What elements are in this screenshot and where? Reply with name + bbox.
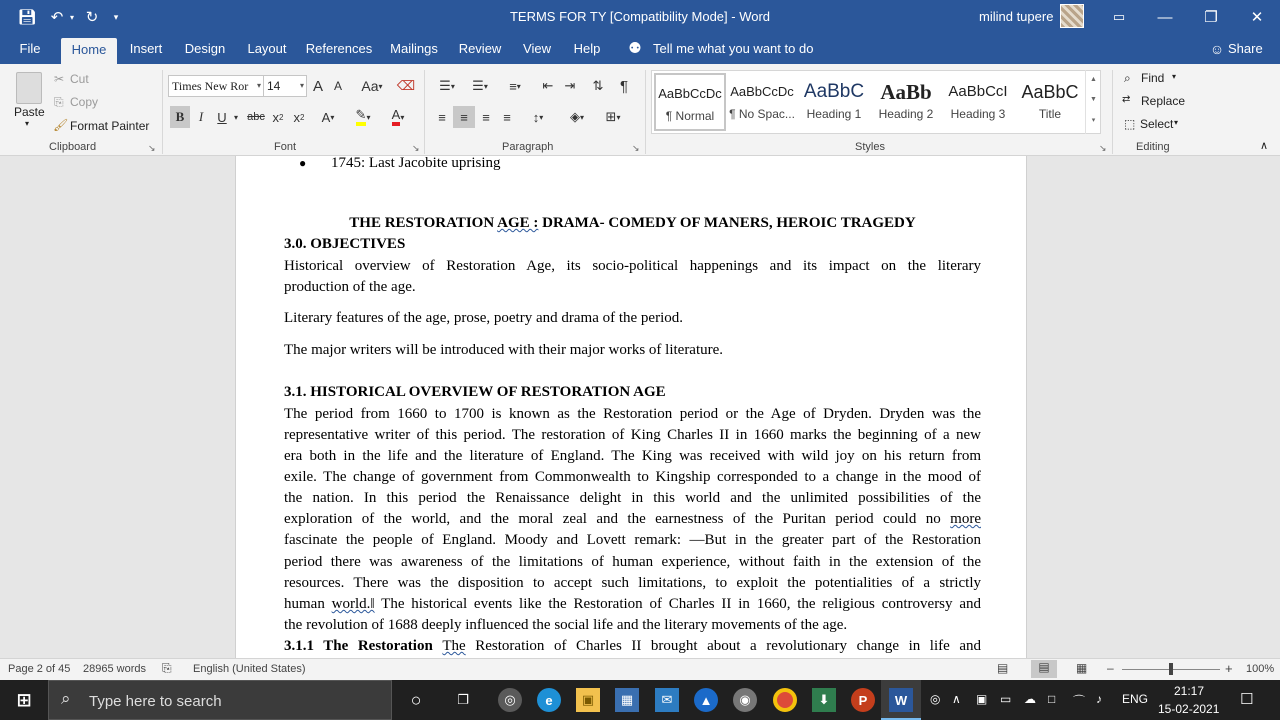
section-heading: 3.1. HISTORICAL OVERVIEW OF RESTORATION AGE (284, 384, 666, 400)
paragraph-line (284, 594, 981, 615)
font-color-button[interactable]: A ▾ (383, 106, 413, 128)
tab-help[interactable]: Help (573, 41, 601, 56)
sort-button[interactable]: ⇅ (592, 78, 604, 93)
shrink-font-glyph: A (333, 79, 342, 93)
save-icon[interactable]: 💾︎ (17, 9, 37, 26)
font-size-combo[interactable]: 14 ▾ (263, 75, 307, 97)
show-hidden-icons-icon[interactable]: ∧ (952, 692, 961, 706)
zoom-slider-thumb[interactable] (1169, 663, 1173, 675)
align-center-button[interactable]: ≡ (453, 106, 475, 128)
grow-font-glyph: A (312, 77, 323, 95)
bold-glyph: B (175, 109, 185, 124)
app-icon[interactable]: ▲ (694, 688, 718, 712)
style-preview: AaBb (880, 80, 932, 104)
paragraph-line: The major writers will be introduced with their major works of literature. (284, 342, 724, 358)
borders-button[interactable]: ⊞ ▾ (605, 109, 621, 124)
taskbar-search[interactable] (48, 680, 392, 720)
subheading: 3.1.1 The Restoration (284, 638, 433, 654)
highlight-color-button[interactable]: ✎ ▾ (348, 106, 378, 128)
paragraph-line: resources. There was the disposition to accept such limitations, to exploit the potentialities of a strictly (284, 575, 981, 591)
tab-home[interactable]: Home (61, 38, 117, 64)
paragraph-line: representative writer of this period. The restoration of King Charles II in 1660 marks the beginning of a new (284, 427, 981, 443)
tray-icon[interactable]: ▣ (976, 692, 988, 706)
font-group-label: Font (274, 141, 297, 153)
word-count[interactable]: 28965 words (83, 663, 146, 675)
tab-design[interactable]: Design (184, 41, 226, 56)
shading-button[interactable]: ◈ ▾ (569, 109, 584, 124)
tab-review[interactable]: Review (458, 41, 502, 56)
tray-app-icon[interactable]: ◎ (930, 692, 941, 706)
styles-scroll[interactable] (1085, 70, 1101, 134)
tab-references[interactable]: References (305, 41, 373, 56)
line-text: The historical events like the Restoration of Charles II in 1660, the religious controversy and (374, 596, 981, 612)
close-icon[interactable]: ✕ (1250, 9, 1264, 26)
objectives-heading: 3.0. OBJECTIVES (284, 236, 406, 252)
line-text: exploration of the world, and the moral zeal and the earnestness of the Puritan period could no (284, 511, 951, 527)
paragraph-line: the nation. In this period the Renaissance delight in this world and the unlimited possibilities of the (284, 490, 981, 506)
subscript-glyph: x (272, 109, 280, 125)
minimize-icon[interactable]: — (1157, 8, 1173, 26)
chrome-icon[interactable] (773, 688, 797, 712)
window-title: TERMS FOR TY [Compatibility Mode] - Word (509, 9, 771, 24)
restore-icon[interactable]: ❐ (1204, 9, 1218, 26)
tab-layout[interactable]: Layout (247, 41, 287, 56)
page-count[interactable]: Page 2 of 45 (8, 663, 71, 675)
format-painter-button[interactable]: Format Painter (70, 119, 150, 133)
line-spacing-button[interactable]: ↕ ▾ (532, 109, 544, 125)
justify-button[interactable]: ≡ (503, 109, 511, 125)
find-dropdown-icon[interactable]: ▾ (1172, 72, 1177, 81)
web-layout-icon[interactable]: ▦ (1076, 661, 1088, 675)
select-icon: ⬚ (1124, 117, 1136, 131)
volume-icon[interactable]: ♪ (1096, 692, 1102, 706)
input-language[interactable]: ENG (1122, 692, 1149, 706)
tell-me-search[interactable]: Tell me what you want to do (653, 41, 814, 56)
style-preview: AaBbC (1021, 82, 1079, 102)
heading-text-flagged: AGE : (497, 215, 539, 231)
bold-button[interactable] (170, 106, 190, 128)
customize-qat-icon[interactable]: ▾ (113, 11, 119, 22)
style-heading-3[interactable] (942, 73, 1014, 131)
powerpoint-icon[interactable]: P (851, 688, 875, 712)
paragraph-line (284, 509, 981, 530)
editing-group-label: Editing (1136, 141, 1170, 153)
strike-glyph: abc (247, 111, 265, 123)
styles-launcher-icon[interactable]: ↘ (1099, 143, 1107, 153)
more-styles-icon[interactable]: ▾ (1091, 117, 1096, 124)
font-color-glyph: A (392, 108, 401, 126)
select-button[interactable]: Select (1140, 117, 1174, 131)
style-title[interactable] (1014, 73, 1086, 131)
change-case-button[interactable]: Aa ▾ (361, 78, 383, 94)
align-right-button[interactable]: ≡ (482, 109, 490, 125)
line-text-flagged: The (442, 638, 466, 654)
onedrive-icon[interactable]: ☁ (1024, 692, 1036, 706)
ribbon-display-options-icon[interactable]: ▭ (1112, 9, 1126, 24)
title-bar (0, 0, 1280, 34)
decrease-indent-button[interactable]: ⇤ (542, 78, 554, 93)
app-icon[interactable]: ◎ (498, 688, 522, 712)
lightbulb-icon: ⚉ (628, 40, 642, 57)
subscript-button[interactable]: x 2 (272, 109, 284, 125)
zoom-out-icon[interactable]: – (1107, 661, 1114, 675)
heading-text: THE RESTORATION (349, 215, 498, 231)
status-bar (0, 658, 1280, 680)
paragraph-line: exile. The change of government from Commonwealth to Kingship corresponded to a change in the mood of (284, 469, 981, 485)
replace-button[interactable]: Replace (1141, 94, 1186, 108)
clear-formatting-icon[interactable]: ⌫ (396, 78, 416, 93)
ribbon (0, 64, 1280, 156)
bullet-item: 1745: Last Jacobite uprising (331, 156, 501, 171)
superscript-button[interactable]: x 2 (293, 109, 305, 125)
line-text-flagged: more (950, 511, 981, 527)
zoom-level[interactable]: 100% (1246, 663, 1275, 675)
group-divider (424, 70, 425, 154)
app-icon[interactable]: ◉ (733, 688, 757, 712)
replace-icon: ⇄ (1122, 94, 1131, 105)
read-mode-icon[interactable]: ▤ (997, 661, 1009, 675)
clock-date[interactable]: 15-02-2021 (1158, 702, 1220, 716)
style-preview: AaBbCcDc (658, 86, 722, 101)
style-preview: AaBbCcI (948, 83, 1008, 100)
style-name: Title (1038, 107, 1062, 121)
paste-button[interactable]: Paste (14, 105, 45, 119)
italic-button[interactable] (192, 106, 210, 128)
text-effects-glyph: A (321, 109, 331, 125)
line-text: human (284, 596, 332, 612)
paragraph-line: Literary features of the age, prose, poetry and drama of the period. (284, 310, 683, 326)
underline-glyph: U (217, 109, 227, 125)
clipboard-launcher-icon[interactable]: ↘ (148, 143, 156, 153)
scroll-up-icon[interactable]: ▲ (1090, 76, 1097, 83)
share-button[interactable]: Share (1228, 41, 1263, 56)
format-painter-icon: 🖌︎ (53, 118, 69, 132)
word-taskbar-button[interactable] (881, 680, 921, 720)
styles-group-label: Styles (855, 141, 885, 153)
task-view-icon[interactable]: ❐ (457, 692, 469, 707)
paragraph-line: period there was awareness of the limitations of human experience, without faith in the extension of the (284, 554, 981, 570)
line-text: Restoration of Charles II brought about a revolutionary change in life and (465, 638, 982, 654)
avatar[interactable] (1060, 4, 1084, 28)
italic-glyph: I (198, 109, 204, 124)
redo-icon[interactable]: ↻ (85, 9, 99, 26)
paragraph-line: the revolution of 1688 deeply influenced the social life and the literary movements of the age. (284, 617, 848, 633)
font-name-combo[interactable]: Times New Ror ▾ (168, 75, 264, 97)
styles-gallery (651, 70, 1101, 134)
pilcrow-glyph: ¶ (619, 77, 629, 95)
style-name: Heading 2 (878, 107, 934, 121)
language[interactable]: English (United States) (193, 663, 306, 675)
ribbon-tabs (0, 34, 1280, 64)
paragraph-line: Historical overview of Restoration Age, its socio-political happenings and its impact on the literary (284, 258, 981, 274)
group-divider (1112, 70, 1113, 154)
paragraph-line: The period from 1660 to 1700 is known as the Restoration period or the Age of Dryden. Dryden was the (284, 406, 981, 422)
paragraph-line: fascinate the people of England. Moody and Lovett remark: —But in the greater part of the Restoration (284, 532, 981, 548)
font-launcher-icon[interactable]: ↘ (412, 143, 420, 153)
clipboard-group-label: Clipboard (49, 141, 97, 153)
search-placeholder: Type here to search (89, 693, 222, 710)
battery-icon[interactable]: ▭ (1000, 692, 1012, 706)
cut-icon: ✂ (54, 72, 65, 86)
style-name: ¶ Normal (665, 109, 715, 123)
style-name: Heading 1 (806, 107, 862, 121)
grow-font-button[interactable] (310, 75, 326, 97)
find-button[interactable]: Find (1141, 71, 1165, 85)
wifi-icon[interactable]: ⌒ (1073, 694, 1086, 708)
taskbar (0, 680, 1280, 720)
cut-button[interactable]: Cut (70, 72, 89, 86)
line-text-flagged: world.‖ (331, 596, 375, 612)
multilevel-list-button[interactable]: ≡ ▾ (509, 78, 521, 94)
style-heading-1[interactable] (798, 73, 870, 131)
paste-icon[interactable] (16, 72, 42, 104)
select-dropdown-icon[interactable]: ▾ (1174, 118, 1179, 127)
print-layout-icon[interactable]: ▤ (1031, 660, 1057, 678)
paragraph-line: production of the age. (284, 279, 416, 295)
group-divider (645, 70, 646, 154)
copy-button[interactable]: Copy (70, 95, 99, 109)
bullets-button[interactable]: ☰ ▾ (439, 78, 455, 93)
strikethrough-button[interactable] (245, 106, 267, 128)
paragraph-group-label: Paragraph (502, 141, 554, 153)
style-preview: AaBbC (803, 81, 865, 102)
tray-icon[interactable]: □ (1048, 692, 1056, 706)
tab-mailings[interactable]: Mailings (390, 41, 438, 56)
search-icon: ⌕ (61, 689, 71, 708)
shrink-font-button[interactable] (331, 75, 345, 97)
tab-insert[interactable]: Insert (129, 41, 163, 56)
numbering-button[interactable]: ☰ ▾ (472, 78, 488, 93)
style-name: ¶ No Spac... (729, 107, 795, 121)
paragraph-launcher-icon[interactable]: ↘ (632, 143, 640, 153)
style-no-spacing[interactable] (726, 73, 798, 131)
paragraph-line: era both in the life and the literature of England. The King was received with wild joy on his return from (284, 448, 981, 464)
notifications-icon[interactable]: ☐ (1240, 691, 1254, 708)
proofing-icon[interactable]: ⎘ (162, 661, 172, 675)
word-icon: W (889, 688, 913, 712)
paragraph-line (284, 636, 981, 657)
mail-icon[interactable]: ✉ (655, 688, 679, 712)
cortana-icon[interactable]: ○ (410, 689, 422, 710)
underline-dropdown-icon[interactable]: ▾ (233, 112, 238, 122)
document-area[interactable] (0, 156, 1280, 658)
style-heading-2[interactable] (870, 73, 942, 131)
store-icon[interactable]: ▦ (615, 688, 639, 712)
chapter-heading (284, 213, 981, 234)
undo-dropdown-icon[interactable]: ▾ (69, 12, 74, 22)
app-icon[interactable]: ⬇ (812, 688, 836, 712)
superscript-glyph: x (293, 109, 301, 125)
find-icon: ⌕ (1124, 71, 1131, 85)
bullet-icon: ● (299, 156, 307, 170)
style-normal[interactable] (654, 73, 726, 131)
show-formatting-marks-button[interactable] (614, 75, 634, 97)
paste-dropdown-icon[interactable]: ▾ (25, 119, 30, 128)
tab-file[interactable]: File (19, 41, 41, 56)
windows-start-icon[interactable]: ⊞ (16, 689, 32, 710)
file-explorer-icon[interactable]: ▣ (576, 688, 600, 712)
text-effects-button[interactable]: A ▾ (321, 109, 335, 125)
edge-icon[interactable]: e (537, 688, 561, 712)
align-left-button[interactable]: ≡ (438, 109, 446, 125)
scroll-down-icon[interactable]: ▼ (1090, 96, 1097, 103)
change-case-glyph: Aa (361, 78, 379, 94)
clock-time[interactable]: 21:17 (1174, 684, 1205, 698)
heading-text: DRAMA- COMEDY OF MANERS, HEROIC TRAGEDY (538, 215, 916, 231)
style-preview: AaBbCcDc (730, 84, 794, 99)
undo-icon[interactable]: ↶ (50, 9, 64, 26)
increase-indent-button[interactable]: ⇥ (564, 78, 576, 93)
user-name[interactable]: milind tupere (979, 9, 1054, 24)
underline-button[interactable] (213, 106, 231, 128)
person-icon: ☺ (1209, 41, 1225, 57)
zoom-in-icon[interactable]: + (1225, 661, 1233, 676)
collapse-ribbon-icon[interactable]: ∧ (1260, 140, 1269, 152)
style-name: Heading 3 (950, 107, 1006, 121)
tab-view[interactable]: View (523, 41, 551, 56)
copy-icon: ⎘ (54, 95, 64, 109)
document-page[interactable] (235, 156, 1027, 658)
group-divider (162, 70, 163, 154)
